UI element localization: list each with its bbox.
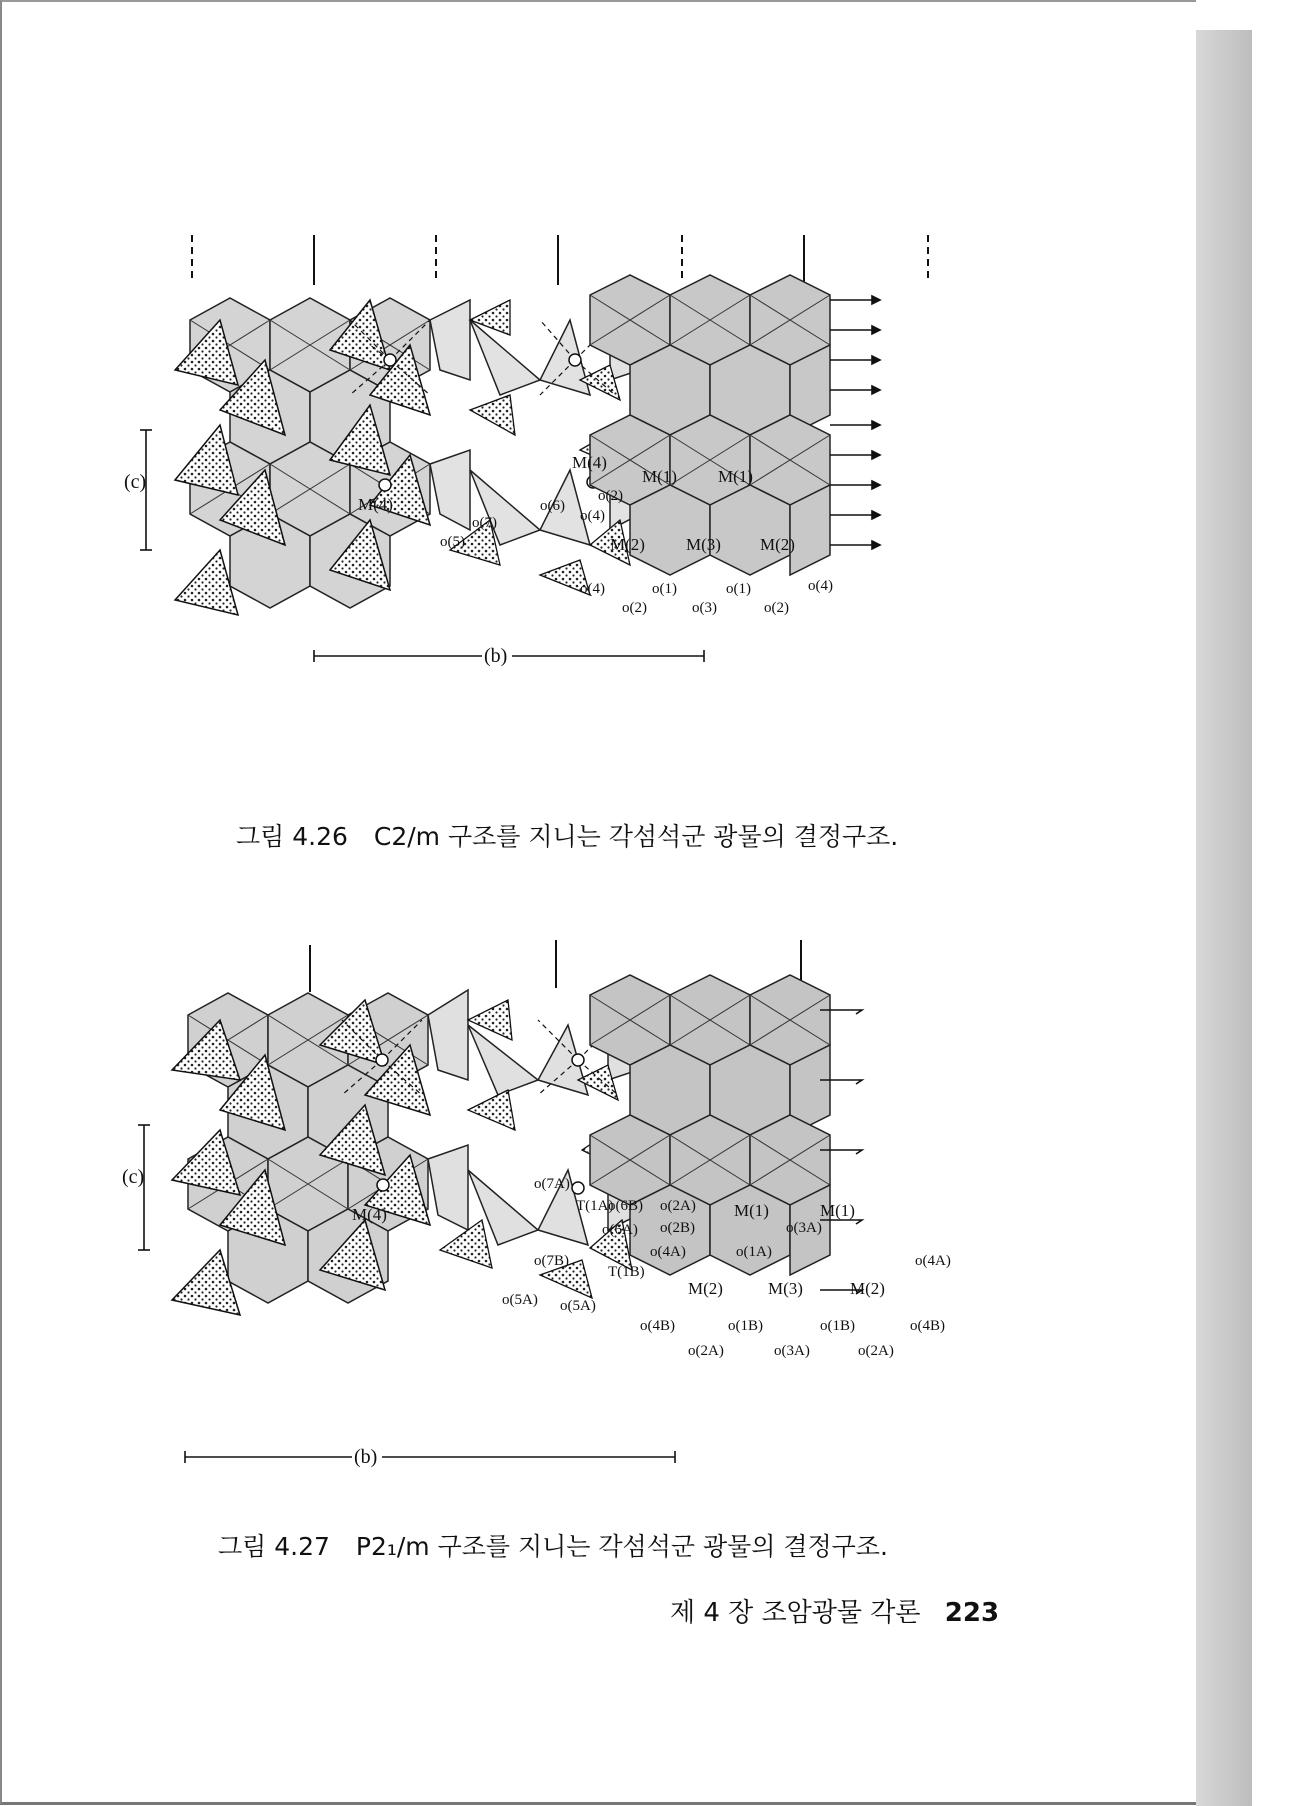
label-o4a-right: o(4A) [915, 1253, 951, 1269]
label-o5a-right: o(5A) [560, 1298, 596, 1314]
label-m2b: M(2) [760, 535, 795, 554]
b-axis-label: (b) [484, 645, 508, 667]
b-axis-label: (b) [354, 1446, 378, 1468]
b-axis-bracket [314, 650, 704, 662]
label-o6: o(6) [540, 498, 565, 514]
b-axis-bracket [185, 1451, 675, 1463]
label-m1b: M(1) [820, 1201, 855, 1220]
label-o4b-right: o(4B) [910, 1318, 945, 1334]
label-o2-bl: o(2) [622, 600, 647, 616]
label-o2a-top: o(2A) [660, 1198, 696, 1214]
figure-caption-text: C2/m 구조를 지니는 각섬석군 광물의 결정구조. [373, 822, 899, 851]
c-axis-label: (c) [124, 471, 147, 493]
label-t1a: T(1A) [576, 1198, 614, 1214]
label-o4-bl: o(4) [580, 581, 605, 597]
label-o2a-br: o(2A) [858, 1343, 894, 1359]
figure-4-26-diagram [120, 220, 1020, 780]
label-m4-left: M(4) [358, 495, 393, 514]
label-o1a: o(1) [652, 581, 677, 597]
label-o2b: o(2B) [660, 1220, 695, 1236]
label-o5: o(5) [440, 534, 465, 550]
label-o2a-bl: o(2A) [688, 1343, 724, 1359]
label-o7b: o(7B) [534, 1253, 569, 1269]
label-o4-br: o(4) [808, 578, 833, 594]
label-m2b: M(2) [850, 1279, 885, 1298]
label-m1a: M(1) [642, 467, 677, 486]
label-o1a-mid: o(1A) [736, 1244, 772, 1260]
label-o3a-top: o(3A) [786, 1220, 822, 1236]
book-page-edge [1196, 0, 1252, 1806]
label-m3: M(3) [768, 1279, 803, 1298]
c-axis-label: (c) [122, 1166, 145, 1188]
page-number: 223 [944, 1598, 1000, 1628]
mirror-plane-markers [192, 235, 928, 285]
figure-4-26-caption [236, 817, 898, 853]
direction-arrows [830, 296, 880, 549]
label-o3a-b: o(3A) [774, 1343, 810, 1359]
chapter-title: 제 4 장 조암광물 각론 [670, 1598, 921, 1628]
label-o2-br: o(2) [764, 600, 789, 616]
label-o7: o(7) [472, 515, 497, 531]
label-t1b: T(1B) [608, 1264, 645, 1280]
label-o7a: o(7A) [534, 1176, 570, 1192]
label-m2a: M(2) [610, 535, 645, 554]
label-o2-top: o(2) [598, 488, 623, 504]
label-o4b-left: o(4B) [640, 1318, 675, 1334]
label-o4-mid: o(4) [580, 508, 605, 524]
label-o3: o(3) [692, 600, 717, 616]
figure-caption-text: P2₁/m 구조를 지니는 각섬석군 광물의 결정구조. [355, 1532, 888, 1561]
figure-number: 그림 4.27 [218, 1532, 330, 1561]
label-o1b-a: o(1B) [728, 1318, 763, 1334]
label-o1b-b: o(1B) [820, 1318, 855, 1334]
label-o6a: o(6A) [602, 1222, 638, 1238]
label-o1b: o(1) [726, 581, 751, 597]
label-m3: M(3) [686, 535, 721, 554]
label-m1b: M(1) [718, 467, 753, 486]
figure-4-27-caption [218, 1527, 888, 1563]
page-footer [670, 1592, 999, 1629]
label-m4-left: M(4) [352, 1205, 387, 1224]
figure-number: 그림 4.26 [236, 822, 348, 851]
label-o6b: o(6B) [608, 1198, 643, 1214]
label-m2a: M(2) [688, 1279, 723, 1298]
figure-4-27-diagram [120, 930, 1020, 1490]
label-o4a-mid: o(4A) [650, 1244, 686, 1260]
label-m1a: M(1) [734, 1201, 769, 1220]
label-m4-right: M(4) [572, 453, 607, 472]
label-o5a-left: o(5A) [502, 1292, 538, 1308]
